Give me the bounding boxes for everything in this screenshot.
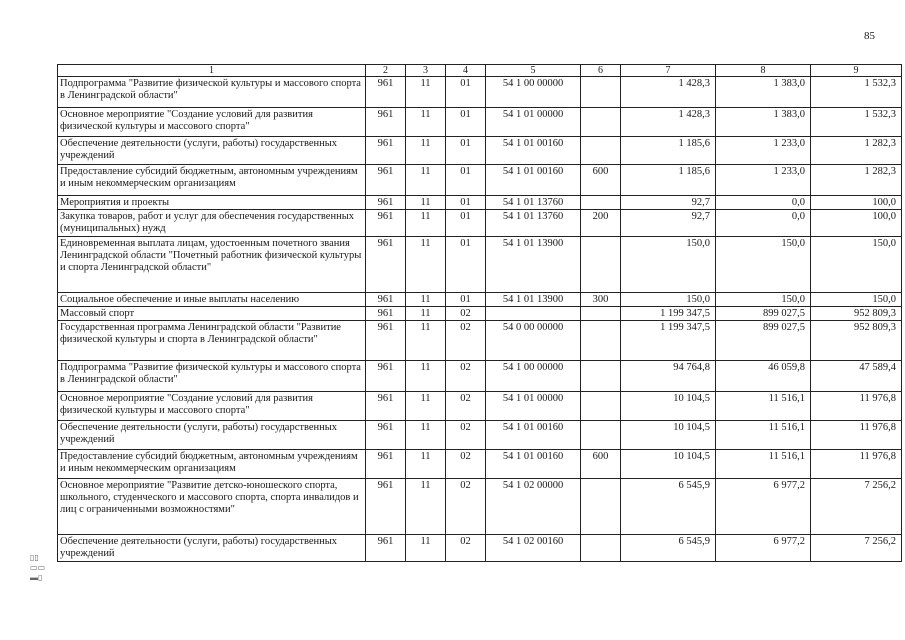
cell-c7: 1 199 347,5 [621, 307, 716, 321]
row-name-cell: Обеспечение деятельности (услуги, работы) государственных учреждений [58, 137, 366, 165]
table-row [58, 535, 902, 562]
cell-c4: 01 [446, 77, 486, 108]
cell-c8: 1 233,0 [716, 165, 811, 196]
cell-c5: 54 1 00 00000 [486, 361, 581, 392]
cell-c8: 150,0 [716, 237, 811, 293]
cell-c2: 961 [366, 77, 406, 108]
cell-c4: 02 [446, 321, 486, 361]
cell-c3: 11 [406, 108, 446, 137]
cell-c2: 961 [366, 237, 406, 293]
cell-c8: 46 059,8 [716, 361, 811, 392]
cell-c9: 47 589,4 [811, 361, 902, 392]
cell-c5: 54 1 01 13760 [486, 196, 581, 210]
column-header: 6 [581, 65, 621, 77]
column-header: 3 [406, 65, 446, 77]
cell-c3: 11 [406, 196, 446, 210]
cell-c2: 961 [366, 321, 406, 361]
row-name-cell: Основное мероприятие "Создание условий для развития физической культуры и массового спорта" [58, 392, 366, 421]
cell-c5: 54 0 00 00000 [486, 321, 581, 361]
row-name-cell: Основное мероприятие "Развитие детско-юношеского спорта, школьного, студенческого и массового спорта, спорта инвалидов и лиц с ограниченными возможностями" [58, 479, 366, 535]
cell-c6 [581, 421, 621, 450]
table-row [58, 321, 902, 361]
cell-c9: 11 976,8 [811, 392, 902, 421]
cell-c8: 11 516,1 [716, 421, 811, 450]
cell-c2: 961 [366, 165, 406, 196]
cell-c9: 11 976,8 [811, 450, 902, 479]
cell-c7: 150,0 [621, 237, 716, 293]
cell-c6 [581, 392, 621, 421]
cell-c9: 150,0 [811, 293, 902, 307]
column-header: 7 [621, 65, 716, 77]
cell-c5: 54 1 02 00000 [486, 479, 581, 535]
cell-c4: 01 [446, 237, 486, 293]
cell-c9: 952 809,3 [811, 321, 902, 361]
cell-c3: 11 [406, 137, 446, 165]
cell-c3: 11 [406, 479, 446, 535]
cell-c6 [581, 307, 621, 321]
column-header: 2 [366, 65, 406, 77]
cell-c4: 01 [446, 108, 486, 137]
cell-c2: 961 [366, 392, 406, 421]
cell-c6: 200 [581, 210, 621, 237]
cell-c5: 54 1 01 00000 [486, 108, 581, 137]
cell-c7: 10 104,5 [621, 450, 716, 479]
cell-c8: 1 383,0 [716, 77, 811, 108]
cell-c4: 01 [446, 196, 486, 210]
cell-c4: 01 [446, 210, 486, 237]
cell-c7: 6 545,9 [621, 479, 716, 535]
table-row [58, 392, 902, 421]
cell-c6 [581, 237, 621, 293]
cell-c9: 1 532,3 [811, 108, 902, 137]
cell-c8: 0,0 [716, 210, 811, 237]
table-row [58, 421, 902, 450]
row-name-cell: Государственная программа Ленинградской области "Развитие физической культуры и спорта в Ленинградской области" [58, 321, 366, 361]
cell-c6: 600 [581, 165, 621, 196]
cell-c3: 11 [406, 307, 446, 321]
table-row [58, 361, 902, 392]
table-row [58, 137, 902, 165]
cell-c4: 01 [446, 293, 486, 307]
cell-c7: 94 764,8 [621, 361, 716, 392]
cell-c8: 150,0 [716, 293, 811, 307]
row-name-cell: Обеспечение деятельности (услуги, работы) государственных учреждений [58, 421, 366, 450]
budget-table-wrapper [57, 64, 902, 562]
cell-c8: 6 977,2 [716, 479, 811, 535]
cell-c7: 1 199 347,5 [621, 321, 716, 361]
cell-c2: 961 [366, 196, 406, 210]
table-row [58, 196, 902, 210]
column-header: 1 [58, 65, 366, 77]
cell-c3: 11 [406, 210, 446, 237]
cell-c5: 54 1 01 13900 [486, 293, 581, 307]
cell-c6 [581, 361, 621, 392]
cell-c2: 961 [366, 421, 406, 450]
cell-c3: 11 [406, 361, 446, 392]
cell-c3: 11 [406, 421, 446, 450]
column-header: 9 [811, 65, 902, 77]
cell-c8: 11 516,1 [716, 392, 811, 421]
cell-c4: 02 [446, 307, 486, 321]
column-header: 4 [446, 65, 486, 77]
cell-c7: 1 428,3 [621, 77, 716, 108]
row-name-cell: Предоставление субсидий бюджетным, автономным учреждениям и иным некоммерческим организациям [58, 450, 366, 479]
row-name-cell: Массовый спорт [58, 307, 366, 321]
cell-c5: 54 1 01 13760 [486, 210, 581, 237]
row-name-cell: Единовременная выплата лицам, удостоенным почетного звания Ленинградской области "Почетный работник физической культуры и спорта Ленинградской области" [58, 237, 366, 293]
cell-c6 [581, 137, 621, 165]
cell-c2: 961 [366, 307, 406, 321]
table-row [58, 307, 902, 321]
cell-c3: 11 [406, 450, 446, 479]
row-name-cell: Мероприятия и проекты [58, 196, 366, 210]
cell-c4: 02 [446, 421, 486, 450]
cell-c5: 54 1 00 00000 [486, 77, 581, 108]
header-row [58, 65, 902, 77]
cell-c6: 300 [581, 293, 621, 307]
table-row [58, 293, 902, 307]
cell-c5: 54 1 02 00160 [486, 535, 581, 562]
cell-c8: 899 027,5 [716, 307, 811, 321]
cell-c7: 1 428,3 [621, 108, 716, 137]
cell-c5: 54 1 01 13900 [486, 237, 581, 293]
table-row [58, 108, 902, 137]
row-name-cell: Подпрограмма "Развитие физической культуры и массового спорта в Ленинградской области" [58, 77, 366, 108]
cell-c6 [581, 535, 621, 562]
table-row [58, 165, 902, 196]
table-row [58, 77, 902, 108]
cell-c5: 54 1 01 00160 [486, 165, 581, 196]
cell-c8: 6 977,2 [716, 535, 811, 562]
cell-c8: 11 516,1 [716, 450, 811, 479]
cell-c9: 7 256,2 [811, 535, 902, 562]
cell-c5: 54 1 01 00000 [486, 392, 581, 421]
cell-c2: 961 [366, 535, 406, 562]
cell-c6 [581, 479, 621, 535]
cell-c8: 1 383,0 [716, 108, 811, 137]
row-name-cell: Обеспечение деятельности (услуги, работы) государственных учреждений [58, 535, 366, 562]
cell-c9: 100,0 [811, 210, 902, 237]
table-row [58, 237, 902, 293]
cell-c2: 961 [366, 210, 406, 237]
row-name-cell: Основное мероприятие "Создание условий для развития физической культуры и массового спорта" [58, 108, 366, 137]
cell-c7: 1 185,6 [621, 137, 716, 165]
cell-c5: 54 1 01 00160 [486, 137, 581, 165]
cell-c4: 02 [446, 479, 486, 535]
cell-c2: 961 [366, 479, 406, 535]
cell-c7: 10 104,5 [621, 421, 716, 450]
column-header: 5 [486, 65, 581, 77]
cell-c3: 11 [406, 321, 446, 361]
column-header: 8 [716, 65, 811, 77]
cell-c8: 0,0 [716, 196, 811, 210]
margin-scan-marks: ▯▯ ▭▭ ▬▯ [30, 553, 46, 582]
cell-c3: 11 [406, 237, 446, 293]
cell-c6: 600 [581, 450, 621, 479]
cell-c9: 1 282,3 [811, 137, 902, 165]
cell-c3: 11 [406, 535, 446, 562]
cell-c9: 11 976,8 [811, 421, 902, 450]
cell-c9: 1 532,3 [811, 77, 902, 108]
cell-c9: 952 809,3 [811, 307, 902, 321]
cell-c6 [581, 108, 621, 137]
cell-c5: 54 1 01 00160 [486, 421, 581, 450]
row-name-cell: Социальное обеспечение и иные выплаты населению [58, 293, 366, 307]
cell-c5: 54 1 01 00160 [486, 450, 581, 479]
cell-c4: 01 [446, 137, 486, 165]
cell-c8: 1 233,0 [716, 137, 811, 165]
cell-c4: 02 [446, 450, 486, 479]
budget-table [57, 64, 902, 562]
cell-c2: 961 [366, 361, 406, 392]
cell-c9: 7 256,2 [811, 479, 902, 535]
table-row [58, 479, 902, 535]
cell-c4: 01 [446, 165, 486, 196]
cell-c7: 92,7 [621, 210, 716, 237]
cell-c3: 11 [406, 293, 446, 307]
page-number: 85 [864, 30, 875, 42]
cell-c2: 961 [366, 293, 406, 307]
cell-c7: 1 185,6 [621, 165, 716, 196]
row-name-cell: Закупка товаров, работ и услуг для обеспечения государственных (муниципальных) нужд [58, 210, 366, 237]
cell-c6 [581, 77, 621, 108]
cell-c4: 02 [446, 392, 486, 421]
cell-c3: 11 [406, 392, 446, 421]
cell-c3: 11 [406, 165, 446, 196]
cell-c5 [486, 307, 581, 321]
cell-c4: 02 [446, 535, 486, 562]
cell-c7: 10 104,5 [621, 392, 716, 421]
cell-c3: 11 [406, 77, 446, 108]
cell-c9: 150,0 [811, 237, 902, 293]
cell-c7: 150,0 [621, 293, 716, 307]
cell-c4: 02 [446, 361, 486, 392]
table-row [58, 210, 902, 237]
cell-c2: 961 [366, 108, 406, 137]
cell-c9: 1 282,3 [811, 165, 902, 196]
cell-c2: 961 [366, 450, 406, 479]
cell-c7: 92,7 [621, 196, 716, 210]
cell-c6 [581, 196, 621, 210]
cell-c9: 100,0 [811, 196, 902, 210]
row-name-cell: Подпрограмма "Развитие физической культуры и массового спорта в Ленинградской области" [58, 361, 366, 392]
row-name-cell: Предоставление субсидий бюджетным, автономным учреждениям и иным некоммерческим организациям [58, 165, 366, 196]
table-body [58, 77, 902, 562]
cell-c8: 899 027,5 [716, 321, 811, 361]
table-row [58, 450, 902, 479]
cell-c2: 961 [366, 137, 406, 165]
cell-c7: 6 545,9 [621, 535, 716, 562]
cell-c6 [581, 321, 621, 361]
